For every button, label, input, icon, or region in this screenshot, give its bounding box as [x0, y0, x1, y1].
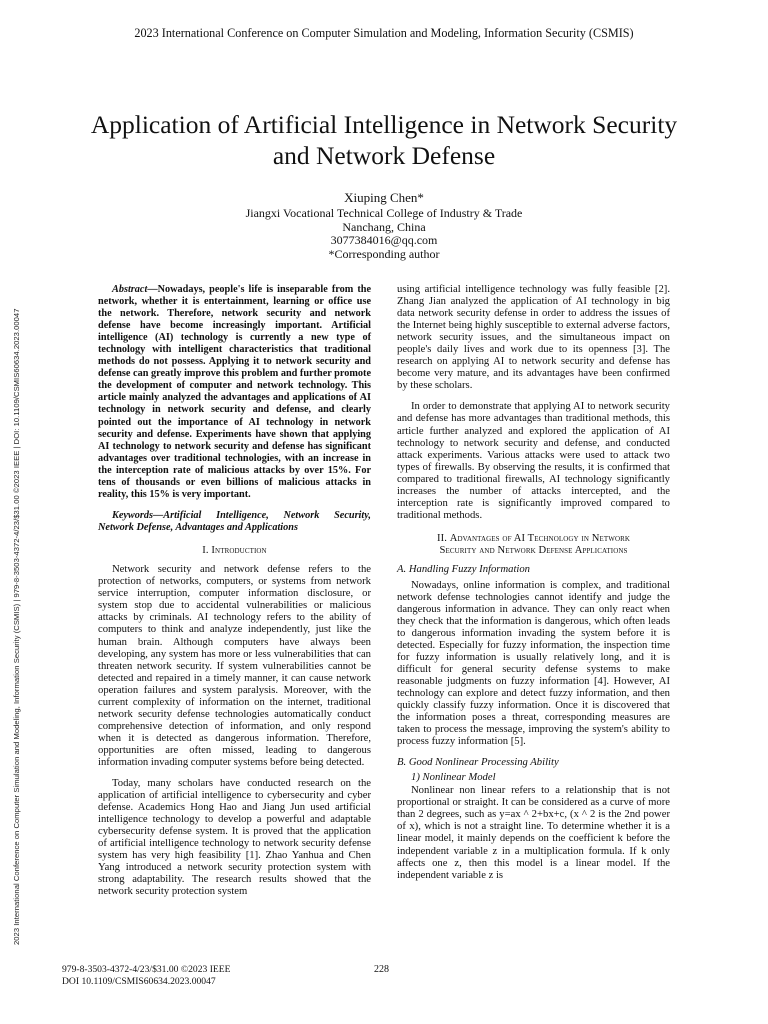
intro-paragraph-3: In order to demonstrate that applying AI to network security and defense has more advantages than traditional methods, this article further analyzed and explored the application of AI technology to network security and defense, and conducted attack experiments. Various attacks were used to attack two types of firewalls. By observing the results, it is confirmed that compared to traditional firewalls, AI technology significantly increases the number of attacks intercepted, and the interception rate is significantly improved compared to traditional methods. [397, 401, 670, 521]
section-numeral: II. [436, 532, 450, 544]
intro-paragraph-2: Today, many scholars have conducted research on the application of artificial intelligence to cybersecurity and cyber defense. Academics Hong Hao and Jiang Jun used artificial intelligence technology to develop a powerful and adaptable cybersecurity defense system. It is proved that the application of artificial intelligence technology to network security defense system has very high feasibility [1]. Zhao Yanhua and Chen Yang introduced a network security protection system with strong adaptability. The research results showed that the network security protection system [98, 778, 371, 898]
subsection-heading-nonlinear: B. Good Nonlinear Processing Ability [397, 757, 559, 769]
section-title-line2: Security and Network Defense Applications [439, 545, 628, 557]
section-title-line1: Advantages of AI Technology in Network [449, 532, 631, 544]
side-banner: 2023 International Conference on Computer Simulation and Modeling, Information Security (CSMIS) | 979-8-3503-4372-4/23/$31.00 ©2023 IEEE | DOI: 10.1109/CSMIS60634.2023.00047 [12, 308, 21, 945]
abstract [98, 284, 371, 501]
section-title: Introduction [211, 544, 267, 556]
subsection-heading-fuzzy: A. Handling Fuzzy Information [397, 564, 531, 576]
corresponding-note: *Corresponding author [328, 247, 440, 262]
author-location: Nanchang, China [342, 219, 426, 234]
page-number: 228 [374, 964, 389, 975]
abstract-label: Abstract [112, 284, 148, 295]
intro-paragraph-1: Network security and network defense refers to the protection of networks, computers, or systems from network service interruption, computer information disclosure, or system stop due to accidental vulnerabilities or malicious attacks by criminals. AI technology refers to the ability of computers to think and analyze independently, just like the human brain. Although computers have always been developing, any system has more or less vulnerabilities that can threaten network security. If system vulnerabilities cannot be detected and repaired in a timely manner, it can cause network operation failures and system paralysis. Moreover, with the current complexity of information on the internet, traditional network security defense technologies automatically conduct comprehensive detection of information, and only respond when it is detected as dangerous information. Therefore, opportunities are often missed, leading to dangerous information invading computer systems before being detected. [98, 564, 371, 768]
intro-paragraph-2-continued: using artificial intelligence technology was fully feasible [2]. Zhang Jian analyzed the application of AI technology in big data network security defense in order to address the issues of the Internet being highly susceptible to external adverse factors, network security issues, and the simultaneous impact on people's daily lives and work due to its openness [3]. The research on applying AI to network security and defense has become very mature, and its advantages have been confirmed by these scholars. [397, 284, 670, 392]
paper-title: Application of Artificial Intelligence in Network Security and Network Defense [90, 110, 678, 170]
keywords [98, 510, 371, 534]
section-numeral: I. [202, 544, 212, 556]
author-name: Xiuping Chen* [344, 190, 424, 205]
subsubsection-heading-model: 1) Nonlinear Model [411, 772, 496, 784]
conference-header: 2023 International Conference on Computer Simulation and Modeling, Information Security (CSMIS) [134, 26, 634, 40]
footer-doi: DOI 10.1109/CSMIS60634.2023.00047 [62, 975, 216, 987]
footer-isbn: 979-8-3503-4372-4/23/$31.00 ©2023 IEEE [62, 964, 231, 975]
left-column [98, 284, 371, 908]
fuzzy-paragraph: Nowadays, online information is complex, and traditional network defense technologies cannot identify and judge the dangerous information in advance. They can only react when they check that the information is dangerous, which often leads to dangerous information invading the system before it is detected. Especially for fuzzy information, the inspection time for fuzzy information is usually relatively long, and it is difficult for general security defense systems to make reasonable judgments on fuzzy information [4]. However, AI technology can explore and detect fuzzy information, and then quickly classify fuzzy information. Once it is discovered that the information poses a threat, corresponding measures are taken to process the message, improving the system's ability to process fuzzy information [5]. [397, 579, 670, 748]
author-block [0, 191, 768, 262]
keywords-text: —Artificial Intelligence, Network Security, Network Defense, Advantages and Applications [98, 509, 371, 533]
footer-identifiers [62, 964, 231, 987]
abstract-text: —Nowadays, people's life is inseparable from the network, whether it is entertainment, learning or office use the network. Therefore, network security and network defense have become increasingly important. Artificial intelligence (AI) technology is currently a new type of technology with intelligent characteristics that traditional methods do not possess. Applying it to network security and defense can greatly improve this problem and further promote the development of computer and network technology. This article mainly analyzed the advantages and applications of AI technology in network security and defense, and clearly pointed out the importance of AI technology in network security and defense. Experiments have shown that applying AI technology to network security and defense has significant advantages over traditional technologies, with an increase in the interception rate of malicious attacks by over 15%. For tens of thousands or even billions of malicious attacks in reality, this 15% is very important. [98, 284, 371, 500]
author-email[interactable]: 3077384016@qq.com [330, 233, 438, 248]
keywords-label: Keywords [112, 509, 153, 521]
author-affiliation: Jiangxi Vocational Technical College of Industry & Trade [245, 205, 523, 220]
section-heading-advantages [397, 533, 670, 558]
right-column [397, 284, 670, 891]
nonlinear-paragraph: Nonlinear non linear refers to a relationship that is not proportional or straight. It can be considered as a curve of more than 2 degrees, such as y=ax ^ 2+bx+c, (x ^ 2 is the 2nd power of x), which is not a straight line. To determine whether it is a linear model, it mainly depends on the coefficient k before the independent variable z in a multiplication formula. If k only affects one z, then this model is a linear model. If the independent variable z is [397, 785, 670, 881]
section-heading-introduction [98, 545, 371, 557]
